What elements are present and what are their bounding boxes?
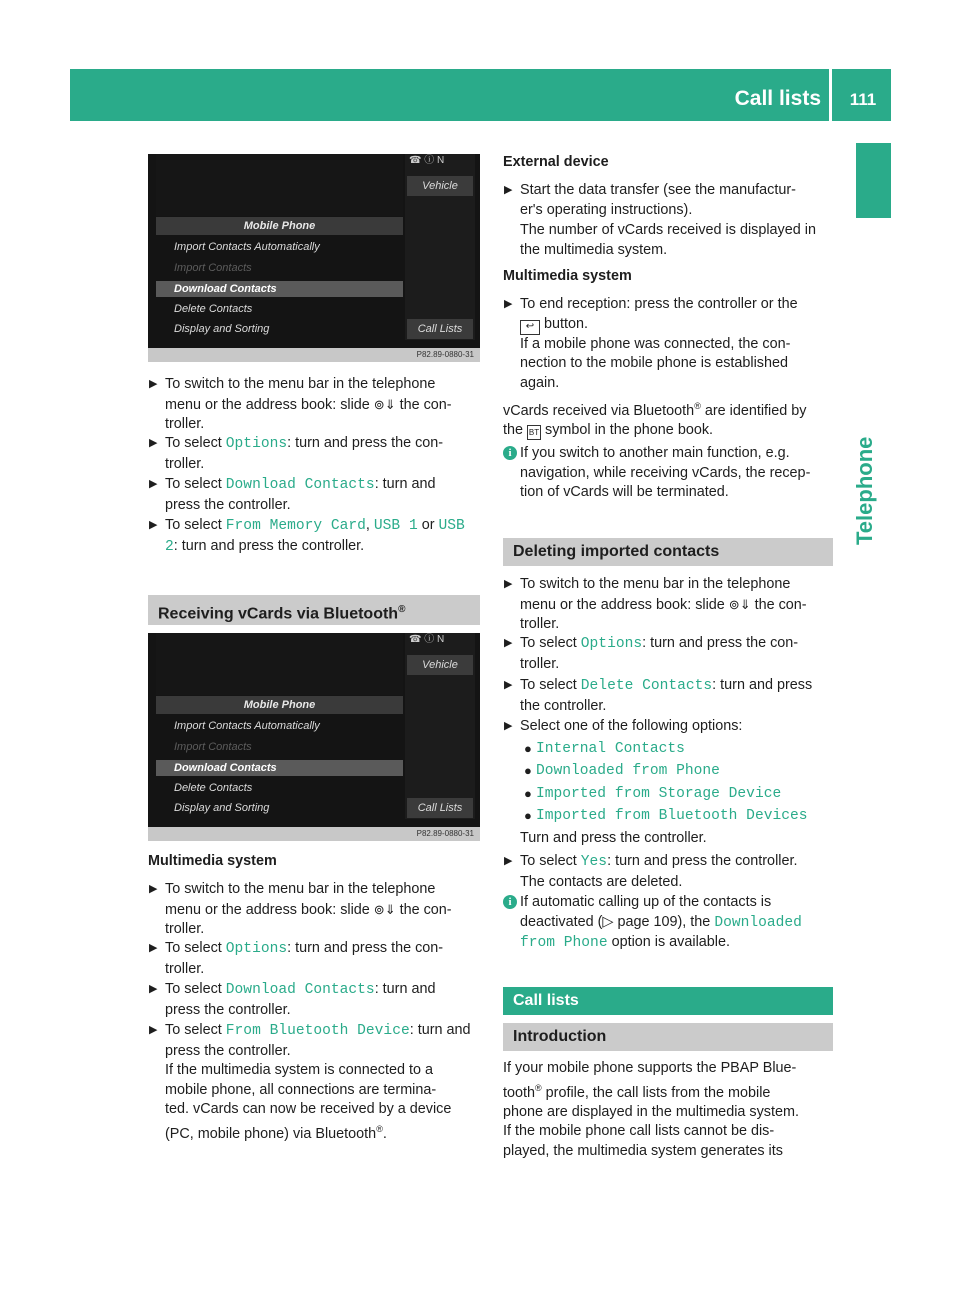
screen-button-top: Vehicle bbox=[407, 176, 473, 196]
screen-row: Import Contacts bbox=[174, 741, 252, 753]
section-heading-deleting: Deleting imported contacts bbox=[503, 538, 833, 566]
screen-right-panel bbox=[405, 633, 475, 819]
screen-row: Delete Contacts bbox=[174, 782, 253, 794]
step-item: ▶ Start the data transfer (see the manufactur- er's operating instructions). bbox=[504, 182, 796, 218]
screen-button-bottom: Call Lists bbox=[407, 798, 473, 818]
section-heading-receiving: Receiving vCards via Bluetooth® bbox=[148, 595, 480, 625]
screen-row-highlighted: Download Contacts bbox=[156, 760, 403, 776]
page-ref-arrow-icon: ▷ bbox=[602, 913, 614, 930]
arrow-icon: ▶ bbox=[504, 679, 513, 691]
sub-heading-multimedia: Multimedia system bbox=[148, 853, 277, 869]
screen-row: Display and Sorting bbox=[174, 323, 270, 335]
step-item: ▶ To select Delete Contacts: turn and press the controller. bbox=[504, 677, 813, 714]
arrow-icon: ▶ bbox=[149, 983, 158, 995]
step-item: ▶ To switch to the menu bar in the telephone menu or the address book: slide ⊚⇓ the con- troller. bbox=[149, 376, 452, 432]
screen-button-bottom: Call Lists bbox=[407, 319, 473, 339]
screen-row: Delete Contacts bbox=[174, 303, 253, 315]
arrow-icon: ▶ bbox=[149, 1024, 158, 1036]
step-item: ▶ Select one of the following options: bbox=[503, 717, 838, 737]
image-caption: P82.89-0880-31 bbox=[148, 348, 480, 362]
arrow-icon: ▶ bbox=[149, 378, 158, 390]
section-heading-call-lists: Call lists bbox=[503, 987, 833, 1015]
screen-right-panel bbox=[405, 154, 475, 340]
section-heading-introduction: Introduction bbox=[503, 1023, 833, 1051]
step-item: ▶ To switch to the menu bar in the telephone menu or the address book: slide ⊚⇓ the con- troller. bbox=[504, 576, 807, 632]
option-bullet: ● Imported from Storage Device bbox=[524, 786, 782, 802]
image-caption: P82.89-0880-31 bbox=[148, 827, 480, 841]
step-item: ▶ To select Download Contacts: turn and press the controller. bbox=[149, 981, 436, 1018]
paragraph: If your mobile phone supports the PBAP Blue- tooth® profile, the call lists from the mobile phone are displayed in the multimedia system. bbox=[503, 1060, 799, 1120]
step-item: ▶ To select Options: turn and press the con- troller. bbox=[149, 940, 444, 977]
arrow-icon: ▶ bbox=[504, 855, 513, 867]
paragraph: vCards received via Bluetooth® are identified by the BT symbol in the phone book. bbox=[503, 401, 807, 439]
bullet-icon: ● bbox=[524, 786, 532, 801]
paragraph: Turn and press the controller. bbox=[520, 830, 707, 846]
screen-image-2 bbox=[148, 633, 480, 841]
arrow-icon: ▶ bbox=[504, 720, 513, 732]
info-icon: i bbox=[503, 895, 517, 909]
status-icons: ☎ ⓘ N bbox=[409, 634, 445, 645]
side-tab-marker bbox=[856, 143, 891, 218]
controller-slide-icon: ⊚⇓ bbox=[373, 396, 396, 412]
screen-title: Mobile Phone bbox=[156, 217, 403, 235]
status-icons: ☎ ⓘ N bbox=[409, 155, 445, 166]
bullet-icon: ● bbox=[524, 741, 532, 756]
arrow-icon: ▶ bbox=[504, 578, 513, 590]
step-item: ▶ To select From Memory Card, USB 1 or USB 2: turn and press the controller. bbox=[149, 517, 465, 555]
arrow-icon: ▶ bbox=[149, 883, 158, 895]
bluetooth-contact-icon: BT bbox=[527, 425, 541, 440]
info-icon: i bbox=[503, 446, 517, 460]
side-tab-label: Telephone bbox=[852, 436, 877, 545]
screen-title: Mobile Phone bbox=[156, 696, 403, 714]
arrow-icon: ▶ bbox=[149, 942, 158, 954]
screen-row: Display and Sorting bbox=[174, 802, 270, 814]
sub-heading-external: External device bbox=[503, 154, 609, 170]
controller-slide-icon: ⊚⇓ bbox=[728, 596, 751, 612]
screen-row-highlighted: Download Contacts bbox=[156, 281, 403, 297]
arrow-icon: ▶ bbox=[504, 298, 513, 310]
sub-heading-multimedia-right: Multimedia system bbox=[503, 268, 632, 284]
step-item: ▶ To switch to the menu bar in the telephone menu or the address book: slide ⊚⇓ the con- troller. bbox=[149, 881, 452, 937]
back-button-icon: ↩ bbox=[520, 320, 540, 335]
screen-image-1 bbox=[148, 154, 480, 362]
step-item: ▶ To select Yes: turn and press the controller. The contacts are deleted. bbox=[504, 853, 798, 890]
bullet-icon: ● bbox=[524, 808, 532, 823]
arrow-icon: ▶ bbox=[149, 519, 158, 531]
controller-slide-icon: ⊚⇓ bbox=[373, 901, 396, 917]
option-bullet: ● Downloaded from Phone bbox=[524, 763, 720, 779]
screen-row: Import Contacts Automatically bbox=[174, 720, 320, 732]
page-number: 111 bbox=[849, 90, 877, 109]
screen-top-panel bbox=[156, 154, 403, 216]
arrow-icon: ▶ bbox=[504, 184, 513, 196]
step-item: ▶ To select Options: turn and press the con- troller. bbox=[149, 435, 444, 472]
option-bullet: ● Internal Contacts bbox=[524, 741, 685, 757]
arrow-icon: ▶ bbox=[149, 478, 158, 490]
step-item: ▶ To end reception: press the controller or the ↩ button. If a mobile phone was connected, the con- nection to the mobile phone is established again. bbox=[504, 296, 798, 391]
step-item: ▶ To select From Bluetooth Device: turn and press the controller. If the multimedia system is connected to a mobile phone, all connections are termina- ted. vCards can now be received by a device (PC, mobile phone) via Bluetooth®. bbox=[149, 1022, 471, 1142]
step-item: ▶ To select Download Contacts: turn and press the controller. bbox=[149, 476, 436, 513]
screen-button-top: Vehicle bbox=[407, 655, 473, 675]
page-title: Call lists bbox=[734, 87, 821, 110]
info-note: i If you switch to another main function, e.g. navigation, while receiving vCards, the recep- tion of vCards will be terminated. bbox=[503, 444, 838, 503]
option-bullet: ● Imported from Bluetooth Devices bbox=[524, 808, 808, 824]
bullet-icon: ● bbox=[524, 763, 532, 778]
paragraph: The number of vCards received is displayed in the multimedia system. bbox=[520, 222, 816, 258]
header-divider bbox=[829, 69, 832, 121]
screen-row: Import Contacts bbox=[174, 262, 252, 274]
paragraph: If the mobile phone call lists cannot be dis- played, the multimedia system generates its bbox=[503, 1123, 783, 1159]
page-header bbox=[70, 69, 891, 121]
arrow-icon: ▶ bbox=[149, 437, 158, 449]
info-note: i If automatic calling up of the contacts is deactivated (▷ page 109), the Downloaded from Phone option is available. bbox=[503, 893, 838, 954]
arrow-icon: ▶ bbox=[504, 637, 513, 649]
step-item: ▶ To select Options: turn and press the con- troller. bbox=[504, 635, 799, 672]
screen-top-panel bbox=[156, 633, 403, 695]
screen-row: Import Contacts Automatically bbox=[174, 241, 320, 253]
